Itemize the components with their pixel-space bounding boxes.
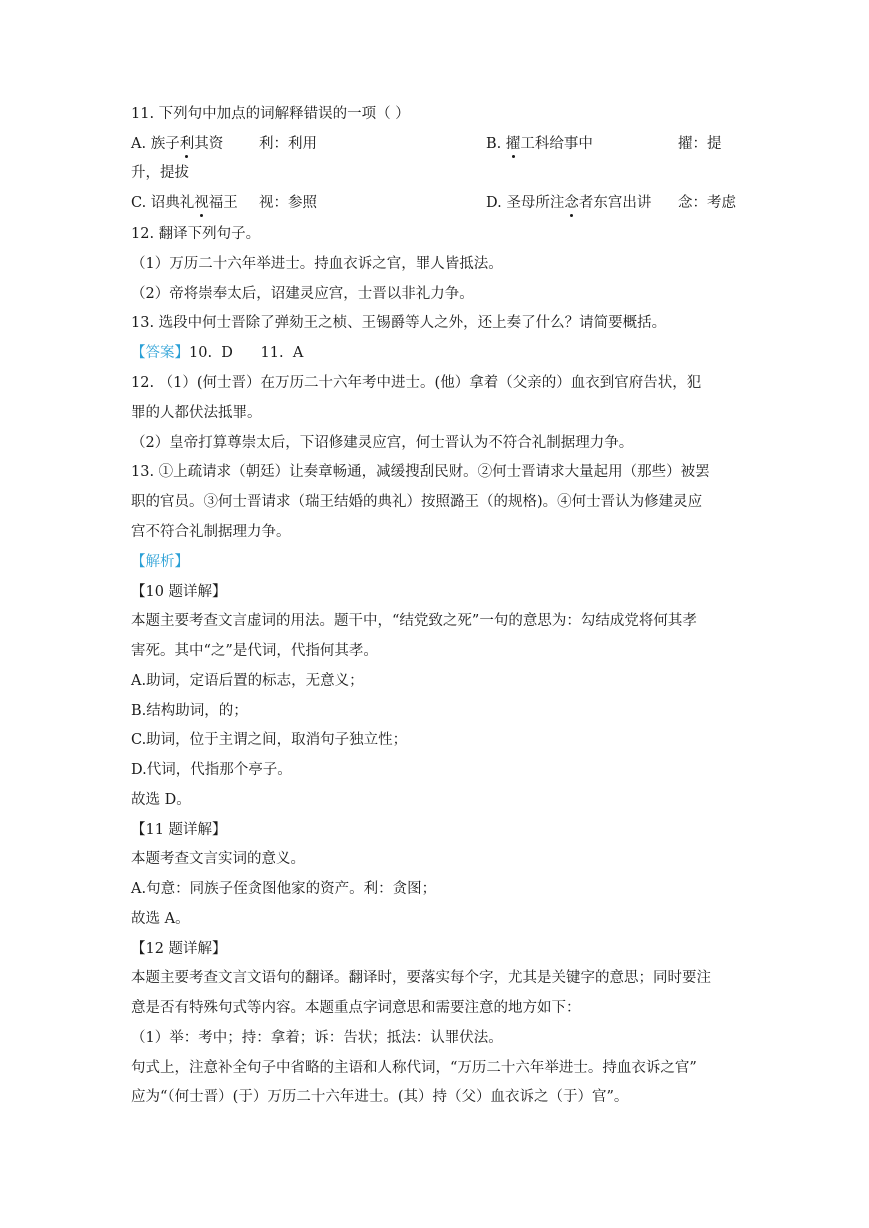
option-c: C. 诏典礼视福王 bbox=[131, 195, 238, 211]
heading-12: 【12 题详解】 bbox=[131, 941, 227, 957]
para-10b: 害死。其中“之”是代词，代指何其孝。 bbox=[131, 643, 378, 659]
q12-sentence-2: （2）帝将崇奉太后，诏建灵应宫，士晋以非礼力争。 bbox=[131, 286, 474, 302]
option-d-gloss: 念：考虑 bbox=[678, 195, 736, 211]
answer-13c: 宫不符合礼制据理力争。 bbox=[131, 524, 291, 540]
para-12e: 应为“（何士晋）(于）万历二十六年进士。(其）持（父）血衣诉之（于）官”。 bbox=[131, 1089, 629, 1105]
heading-10: 【10 题详解】 bbox=[131, 584, 227, 600]
option-c-gloss: 视：参照 bbox=[259, 195, 317, 211]
q11-stem: 11. 下列句中加点的词解释错误的一项（ ） bbox=[131, 106, 410, 122]
option-a-gloss: 利：利用 bbox=[259, 136, 317, 152]
option-10b: B.结构助词，的； bbox=[131, 703, 248, 719]
answer-label: 【答案】 bbox=[131, 345, 189, 361]
analysis-label: 【解析】 bbox=[131, 554, 189, 570]
para-12b: 意是否有特殊句式等内容。本题重点字词意思和需要注意的地方如下： bbox=[131, 1000, 581, 1016]
q12-stem: 12. 翻译下列句子。 bbox=[131, 226, 261, 242]
answer-12-1b: 罪的人都伏法抵罪。 bbox=[131, 405, 262, 421]
answer-12-1a: 12. （1）(何士晋）在万历二十六年考中进士。(他）拿着（父亲的）血衣到官府告状，犯 bbox=[131, 375, 702, 391]
option-b-gloss-wrap: 升，提拔 bbox=[131, 165, 189, 181]
conclusion-10: 故选 D。 bbox=[131, 792, 191, 808]
para-12a: 本题主要考查文言文语句的翻译。翻译时，要落实每个字，尤其是关键字的意思；同时要注 bbox=[131, 970, 711, 986]
heading-11: 【11 题详解】 bbox=[131, 822, 227, 838]
para-12c: （1）举：考中；持：拿着；诉：告状；抵法：认罪伏法。 bbox=[131, 1030, 503, 1046]
para-12d: 句式上，注意补全句子中省略的主语和人称代词，“万历二十六年举进士。持血衣诉之官” bbox=[131, 1060, 697, 1076]
para-11: 本题考查文言实词的意义。 bbox=[131, 851, 305, 867]
option-b-gloss: 擢：提 bbox=[678, 136, 722, 152]
option-b: B. 擢工科给事中 bbox=[486, 136, 593, 152]
answer-12-2: （2）皇帝打算尊崇太后，下诏修建灵应宫，何士晋认为不符合礼制据理力争。 bbox=[131, 435, 634, 451]
answer-13a: 13. ①上疏请求（朝廷）让奏章畅通，减缓搜刮民财。②何士晋请求大量起用（那些）被罢 bbox=[131, 464, 710, 480]
conclusion-11: 故选 A。 bbox=[131, 911, 190, 927]
answer-line bbox=[131, 343, 303, 363]
q12-sentence-1: （1）万历二十六年举进士。持血衣诉之官，罪人皆抵法。 bbox=[131, 256, 503, 272]
answer-10-11: 10. D 11. A bbox=[189, 345, 304, 361]
option-a: A. 族子利其资 bbox=[131, 136, 224, 152]
answer-13b: 职的官员。③何士晋请求（瑞王结婚的典礼）按照潞王（的规格)。④何士晋认为修建灵应 bbox=[131, 494, 703, 510]
option-10a: A.助词，定语后置的标志，无意义； bbox=[131, 673, 364, 689]
q13-stem: 13. 选段中何士晋除了弹劾王之桢、王锡爵等人之外，还上奏了什么？请简要概括。 bbox=[131, 315, 667, 331]
option-10d: D.代词，代指那个亭子。 bbox=[131, 762, 292, 778]
para-10a: 本题主要考查文言虚词的用法。题干中，“结党致之死”一句的意思为：勾结成党将何其孝 bbox=[131, 613, 697, 629]
option-10c: C.助词，位于主谓之间，取消句子独立性； bbox=[131, 732, 408, 748]
option-d: D. 圣母所注念者东宫出讲 bbox=[486, 195, 652, 211]
option-11a: A.句意：同族子侄贪图他家的资产。利：贪图； bbox=[131, 881, 437, 897]
